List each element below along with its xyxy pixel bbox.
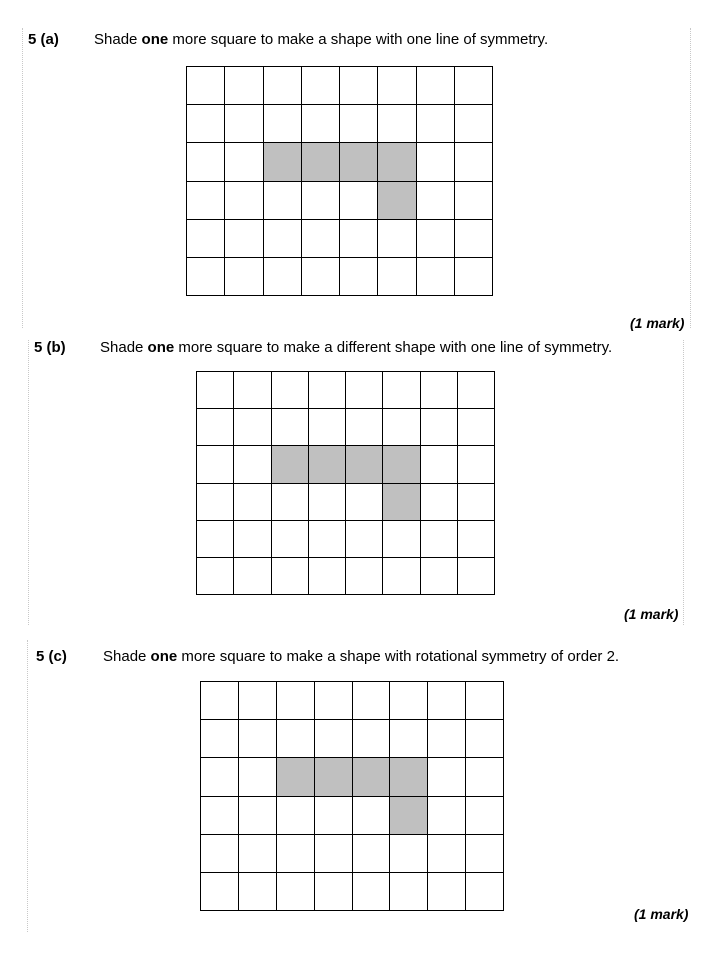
grid-square[interactable]	[466, 873, 504, 911]
grid-square-shaded[interactable]	[272, 446, 309, 483]
grid-square[interactable]	[225, 105, 263, 143]
grid-square[interactable]	[187, 182, 225, 220]
marks-label: (1 mark)	[624, 606, 679, 622]
grid-square[interactable]	[421, 372, 458, 409]
grid-square[interactable]	[458, 409, 495, 446]
grid-square[interactable]	[346, 372, 383, 409]
grid-square[interactable]	[466, 797, 504, 835]
grid-square[interactable]	[277, 720, 315, 758]
grid-square[interactable]	[353, 835, 391, 873]
grid-square[interactable]	[264, 105, 302, 143]
grid-square[interactable]	[455, 182, 493, 220]
grid-square[interactable]	[272, 409, 309, 446]
grid-square[interactable]	[458, 484, 495, 521]
page-edge-line	[28, 340, 29, 625]
grid-square[interactable]	[201, 682, 239, 720]
grid-square-shaded[interactable]	[340, 143, 378, 181]
grid-square[interactable]	[340, 105, 378, 143]
marks-label: (1 mark)	[630, 315, 685, 331]
grid-square[interactable]	[417, 105, 455, 143]
grid-square[interactable]	[302, 67, 340, 105]
grid-square[interactable]	[466, 682, 504, 720]
grid-square[interactable]	[346, 484, 383, 521]
grid-square-shaded[interactable]	[264, 143, 302, 181]
grid-square[interactable]	[277, 835, 315, 873]
grid-square[interactable]	[234, 409, 271, 446]
grid-square[interactable]	[272, 521, 309, 558]
page-edge-line	[683, 340, 684, 625]
grid-square-shaded[interactable]	[378, 143, 416, 181]
grid-square[interactable]	[390, 720, 428, 758]
question-text: Shade one more square to make a shape with one line of symmetry.	[94, 31, 549, 48]
grid-square-shaded[interactable]	[390, 797, 428, 835]
grid-square[interactable]	[417, 182, 455, 220]
grid-square[interactable]	[458, 558, 495, 595]
grid-square[interactable]	[272, 558, 309, 595]
grid-square[interactable]	[383, 558, 420, 595]
grid-square[interactable]	[455, 67, 493, 105]
grid-square[interactable]	[197, 558, 234, 595]
grid-square[interactable]	[187, 258, 225, 296]
grid-square[interactable]	[187, 67, 225, 105]
grid-square[interactable]	[197, 372, 234, 409]
grid-square[interactable]	[239, 797, 277, 835]
grid-square[interactable]	[390, 835, 428, 873]
grid-square[interactable]	[197, 446, 234, 483]
marks-label: (1 mark)	[634, 906, 689, 922]
grid-square[interactable]	[197, 409, 234, 446]
grid-square[interactable]	[315, 873, 353, 911]
question-number: 5 (c)	[36, 648, 67, 665]
grid-square[interactable]	[353, 797, 391, 835]
grid-square[interactable]	[428, 797, 466, 835]
grid-square[interactable]	[225, 182, 263, 220]
grid-square[interactable]	[421, 409, 458, 446]
grid-square[interactable]	[466, 758, 504, 796]
grid-square[interactable]	[340, 182, 378, 220]
grid-square[interactable]	[197, 521, 234, 558]
grid-square[interactable]	[302, 182, 340, 220]
grid-square[interactable]	[353, 873, 391, 911]
grid-square[interactable]	[346, 521, 383, 558]
grid-square[interactable]	[264, 220, 302, 258]
grid-square[interactable]	[264, 258, 302, 296]
grid-square[interactable]	[309, 484, 346, 521]
grid-square-shaded[interactable]	[383, 446, 420, 483]
question-text: Shade one more square to make a shape with rotational symmetry of order 2.	[103, 648, 620, 665]
grid-square[interactable]	[239, 720, 277, 758]
grid-square[interactable]	[239, 682, 277, 720]
grid-square-shaded[interactable]	[383, 484, 420, 521]
grid-square[interactable]	[234, 521, 271, 558]
grid-square[interactable]	[455, 220, 493, 258]
grid-square[interactable]	[201, 873, 239, 911]
grid-square[interactable]	[201, 758, 239, 796]
grid-square[interactable]	[466, 720, 504, 758]
grid-square[interactable]	[234, 372, 271, 409]
grid-square[interactable]	[466, 835, 504, 873]
grid-square-shaded[interactable]	[309, 446, 346, 483]
grid-square[interactable]	[302, 105, 340, 143]
grid-square[interactable]	[455, 143, 493, 181]
grid-square[interactable]	[390, 682, 428, 720]
grid-square-shaded[interactable]	[353, 758, 391, 796]
question-number: 5 (a)	[28, 31, 59, 48]
grid-square[interactable]	[234, 446, 271, 483]
grid-square[interactable]	[239, 835, 277, 873]
grid-square[interactable]	[378, 258, 416, 296]
grid-square[interactable]	[390, 873, 428, 911]
grid-square[interactable]	[353, 682, 391, 720]
grid-square[interactable]	[315, 682, 353, 720]
grid-square[interactable]	[378, 67, 416, 105]
grid-square[interactable]	[340, 67, 378, 105]
question-text: Shade one more square to make a different shape with one line of symmetry.	[100, 339, 613, 356]
grid-square[interactable]	[234, 558, 271, 595]
grid-square-shaded[interactable]	[302, 143, 340, 181]
grid-square[interactable]	[302, 220, 340, 258]
grid-square[interactable]	[201, 835, 239, 873]
page-edge-line	[690, 28, 691, 328]
grid-square[interactable]	[458, 521, 495, 558]
grid-square[interactable]	[383, 521, 420, 558]
grid-square[interactable]	[277, 682, 315, 720]
grid-square[interactable]	[201, 797, 239, 835]
grid-square[interactable]	[277, 797, 315, 835]
grid-square[interactable]	[346, 409, 383, 446]
grid-square[interactable]	[187, 220, 225, 258]
grid-square[interactable]	[383, 372, 420, 409]
grid-square[interactable]	[378, 220, 416, 258]
grid-square[interactable]	[225, 220, 263, 258]
grid-square[interactable]	[428, 682, 466, 720]
grid-square[interactable]	[455, 105, 493, 143]
grid-square[interactable]	[264, 67, 302, 105]
grid-square[interactable]	[309, 521, 346, 558]
grid-square[interactable]	[272, 372, 309, 409]
grid-square[interactable]	[340, 258, 378, 296]
grid-square[interactable]	[225, 143, 263, 181]
grid-square[interactable]	[239, 758, 277, 796]
grid-square[interactable]	[225, 67, 263, 105]
grid-square[interactable]	[277, 873, 315, 911]
grid-square[interactable]	[458, 372, 495, 409]
grid-square[interactable]	[315, 835, 353, 873]
grid-square[interactable]	[187, 143, 225, 181]
grid-square[interactable]	[421, 446, 458, 483]
grid-square[interactable]	[428, 720, 466, 758]
grid-square[interactable]	[421, 484, 458, 521]
grid-square[interactable]	[458, 446, 495, 483]
square-grid[interactable]	[200, 681, 504, 911]
grid-square[interactable]	[309, 372, 346, 409]
grid-square-shaded[interactable]	[315, 758, 353, 796]
grid-square[interactable]	[346, 558, 383, 595]
question-number: 5 (b)	[34, 339, 66, 356]
grid-square[interactable]	[302, 258, 340, 296]
grid-square[interactable]	[383, 409, 420, 446]
grid-square[interactable]	[201, 720, 239, 758]
grid-square[interactable]	[315, 797, 353, 835]
grid-square[interactable]	[421, 558, 458, 595]
grid-square[interactable]	[264, 182, 302, 220]
grid-square-shaded[interactable]	[378, 182, 416, 220]
square-grid[interactable]	[196, 371, 495, 595]
grid-square[interactable]	[421, 521, 458, 558]
grid-square-shaded[interactable]	[390, 758, 428, 796]
grid-square[interactable]	[417, 143, 455, 181]
grid-square[interactable]	[417, 220, 455, 258]
grid-square[interactable]	[315, 720, 353, 758]
grid-square[interactable]	[428, 873, 466, 911]
grid-square[interactable]	[428, 835, 466, 873]
grid-square-shaded[interactable]	[346, 446, 383, 483]
grid-square[interactable]	[417, 67, 455, 105]
grid-square-shaded[interactable]	[277, 758, 315, 796]
grid-square[interactable]	[272, 484, 309, 521]
grid-square[interactable]	[455, 258, 493, 296]
page-edge-line	[27, 640, 28, 932]
grid-square[interactable]	[234, 484, 271, 521]
grid-square[interactable]	[378, 105, 416, 143]
grid-square[interactable]	[239, 873, 277, 911]
grid-square[interactable]	[428, 758, 466, 796]
grid-square[interactable]	[187, 105, 225, 143]
grid-square[interactable]	[225, 258, 263, 296]
grid-square[interactable]	[309, 409, 346, 446]
page-edge-line	[22, 28, 23, 328]
grid-square[interactable]	[197, 484, 234, 521]
grid-square[interactable]	[309, 558, 346, 595]
grid-square[interactable]	[353, 720, 391, 758]
square-grid[interactable]	[186, 66, 493, 296]
grid-square[interactable]	[340, 220, 378, 258]
grid-square[interactable]	[417, 258, 455, 296]
